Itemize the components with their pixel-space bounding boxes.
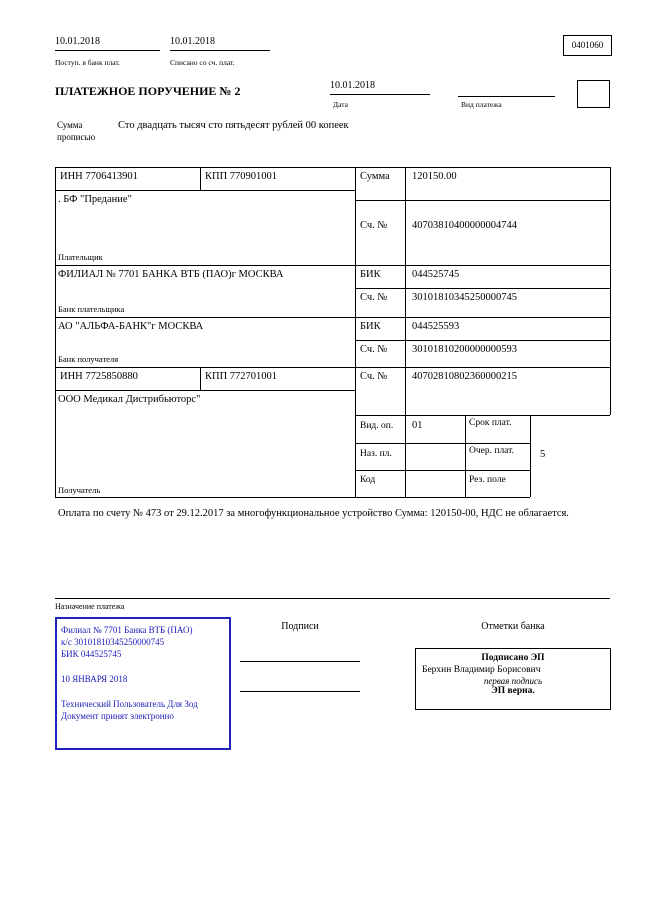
table-line: [200, 367, 201, 390]
ocher-plat-label: Очер. плат.: [469, 446, 514, 456]
document-date-label: Дата: [333, 100, 348, 109]
stamp-accepted-note: Документ принят электронно: [61, 711, 174, 721]
signature-line-2: [240, 691, 360, 692]
vid-op-label: Вид. оп.: [360, 421, 394, 431]
ocher-plat-value: 5: [540, 449, 546, 460]
amount-label: Сумма: [360, 171, 390, 182]
payment-type-label: Вид платежа: [461, 100, 502, 109]
date-debited-label: Списано со сч. плат.: [170, 58, 235, 67]
document-title: ПЛАТЕЖНОЕ ПОРУЧЕНИЕ № 2: [55, 84, 241, 98]
stamp-corr-account: к/с 30101810345250000745: [61, 637, 165, 647]
amount-value: 120150.00: [412, 171, 457, 182]
table-line: [465, 415, 466, 497]
signatures-heading: Подписи: [281, 621, 319, 632]
recipient-bank-bik-label: БИК: [360, 321, 381, 332]
payment-purpose-label: Назначение платежа: [55, 602, 125, 611]
payment-type-box: [577, 80, 610, 108]
table-line: [55, 167, 610, 168]
recipient-name: ООО Медикал Дистрибьюторс": [58, 394, 201, 405]
payer-inn: ИНН 7706413901: [60, 171, 138, 182]
payer-bank-bik-label: БИК: [360, 269, 381, 280]
recipient-kpp: КПП 772701001: [205, 371, 278, 382]
recipient-bank-section-label: Банк получателя: [58, 354, 119, 364]
recipient-bank-name: АО "АЛЬФА-БАНК"г МОСКВА: [58, 321, 204, 332]
bank-electronic-stamp: [55, 617, 231, 750]
payer-bank-bik-value: 044525745: [412, 269, 460, 280]
date-debited-field: 10.01.2018: [170, 36, 270, 51]
stamp-technical-user: Технический Пользователь Для Зод: [61, 699, 198, 709]
payment-purpose-text: Оплата по счету № 473 от 29.12.2017 за многофункциональное устройство Сумма: 120150-00, НДС не облагается.: [58, 508, 569, 519]
payer-bank-section-label: Банк плательщика: [58, 304, 125, 314]
vid-op-value: 01: [412, 420, 423, 431]
table-line: [55, 265, 610, 266]
table-line: [405, 167, 406, 497]
stamp-verified-note: ЭП верна.: [491, 686, 535, 696]
table-line: [55, 497, 530, 498]
payer-bank-name: ФИЛИАЛ № 7701 БАНКА ВТБ (ПАО)г МОСКВА: [58, 269, 284, 280]
table-line: [355, 443, 530, 444]
amount-in-words-value: Сто двадцать тысяч сто пятьдесят рублей 00 копеек: [118, 120, 349, 131]
table-line: [530, 415, 531, 497]
table-line: [55, 190, 355, 191]
stamp-bik: БИК 044525745: [61, 649, 122, 659]
stamp-signer-name: Берхин Владимир Борисович: [422, 665, 541, 675]
srok-plat-label: Срок плат.: [469, 418, 512, 428]
amount-in-words-label: Сумма прописью: [57, 120, 96, 142]
recipient-bank-account-label: Сч. №: [360, 344, 388, 355]
payer-bank-account-value: 30101810345250000745: [412, 292, 517, 303]
payer-kpp: КПП 770901001: [205, 171, 278, 182]
table-line: [355, 340, 610, 341]
naz-pl-label: Наз. пл.: [360, 449, 392, 459]
payer-account-value: 40703810400000004744: [412, 220, 517, 231]
recipient-section-label: Получатель: [58, 485, 101, 495]
table-line: [200, 167, 201, 190]
recipient-bank-account-value: 30101810200000000593: [412, 344, 517, 355]
payer-bank-account-label: Сч. №: [360, 292, 388, 303]
recipient-inn: ИНН 7725850880: [60, 371, 138, 382]
table-line: [55, 367, 610, 368]
table-line: [610, 167, 611, 415]
table-line: [355, 470, 530, 471]
date-received-label: Поступ. в банк плат.: [55, 58, 120, 67]
electronic-signature-stamp-box: [415, 648, 611, 710]
table-line: [55, 167, 56, 497]
date-received-field: 10.01.2018: [55, 36, 160, 51]
rez-pole-label: Рез. поле: [469, 475, 506, 485]
table-line: [355, 167, 356, 497]
stamp-bank-name: Филиал № 7701 Банка ВТБ (ПАО): [61, 625, 193, 635]
payer-name: . БФ "Предание": [58, 194, 132, 205]
payer-account-label: Сч. №: [360, 220, 388, 231]
table-line: [355, 200, 610, 201]
stamp-signed-title: Подписано ЭП: [481, 653, 545, 663]
recipient-bank-bik-value: 044525593: [412, 321, 460, 332]
table-line: [55, 390, 355, 391]
recipient-account-label: Сч. №: [360, 371, 388, 382]
stamp-date: 10 ЯНВАРЯ 2018: [61, 674, 128, 684]
stamp-first-signature-note: первая подпись: [483, 676, 543, 686]
payment-type-field: [458, 80, 555, 97]
kod-label: Код: [360, 475, 376, 485]
document-date-field: 10.01.2018: [330, 80, 430, 95]
recipient-account-value: 40702810802360000215: [412, 371, 517, 382]
signature-line-1: [240, 661, 360, 662]
bank-marks-heading: Отметки банка: [481, 621, 545, 632]
table-line: [55, 317, 610, 318]
table-line: [355, 288, 610, 289]
table-line: [55, 598, 610, 599]
form-code-box: 0401060: [563, 35, 612, 56]
payer-section-label: Плательщик: [58, 252, 103, 262]
table-line: [355, 415, 610, 416]
